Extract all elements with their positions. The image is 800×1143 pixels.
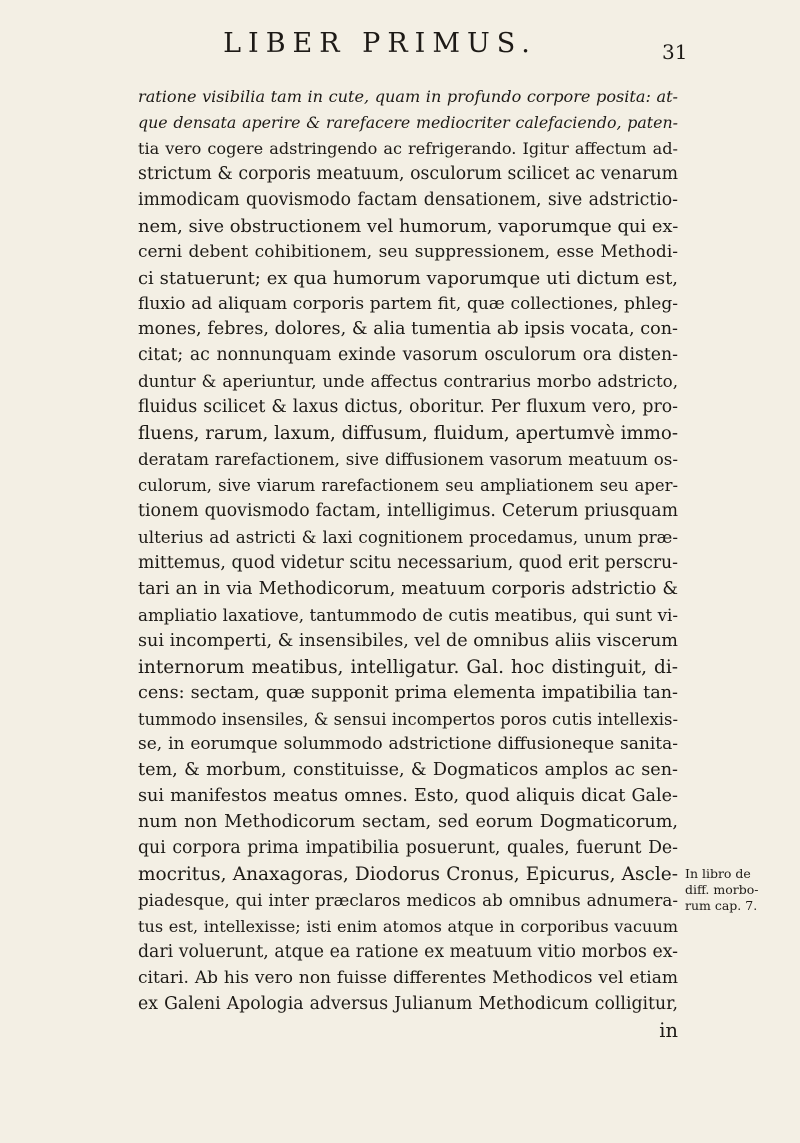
text-line: fluidus scilicet & laxus dictus, oboritur. Per fluxum vero, pro-	[138, 397, 678, 418]
text-line: mones, febres, dolores, & alia tumentia ab ipsis vocata, con-	[138, 319, 678, 340]
text-line: cerni debent cohibitionem, seu suppressionem, esse Methodi-	[138, 241, 678, 262]
marginal-note-line: In libro de	[685, 866, 751, 881]
text-line: ci statuerunt; ex qua humorum vaporumque uti dictum est,	[138, 267, 678, 289]
text-line: ex Galeni Apologia adversus Julianum Methodicum colligitur,	[138, 993, 678, 1014]
text-line: sui incomperti, & insensibiles, vel de omnibus aliis viscerum	[138, 630, 678, 651]
text-line: internorum meatibus, intelligatur. Gal. hoc distinguit, di-	[138, 656, 678, 678]
text-line: duntur & aperiuntur, unde affectus contrarius morbo adstricto,	[138, 371, 678, 392]
text-line: culorum, sive viarum rarefactionem seu ampliationem seu aper-	[138, 476, 678, 496]
text-line: mocritus, Anaxagoras, Diodorus Cronus, Epicurus, Ascle-	[138, 864, 678, 886]
text-line: ratione visibilia tam in cute, quam in profundo corpore posita: at-	[138, 87, 678, 106]
text-line: fluxio ad aliquam corporis partem fit, quæ collectiones, phleg-	[138, 293, 678, 314]
catchword: in	[659, 1018, 678, 1042]
text-line: fluens, rarum, laxum, diffusum, fluidum, apertumvè immo-	[138, 423, 678, 445]
running-title: LIBER PRIMUS.	[223, 28, 537, 59]
text-line: qui corpora prima impatibilia posuerunt, quales, fuerunt De-	[138, 838, 678, 859]
text-line: que densata aperire & rarefacere mediocriter calefaciendo, paten-	[138, 112, 678, 132]
text-line: se, in eorumque solummodo adstrictione diffusioneque sanita-	[138, 734, 678, 755]
text-line: ulterius ad astricti & laxi cognitionem procedamus, unum præ-	[138, 526, 678, 547]
text-line: deratam rarefactionem, sive diffusionem vasorum meatuum os-	[138, 449, 678, 470]
marginal-note-line: diff. morbo-	[685, 882, 759, 897]
text-line: strictum & corporis meatuum, osculorum scilicet ac venarum	[138, 163, 678, 184]
text-line: piadesque, qui inter præclaros medicos ab omnibus adnumera-	[138, 890, 678, 911]
text-line: dari voluerunt, atque ea ratione ex meatuum vitio morbos ex-	[138, 941, 678, 962]
text-line: tari an in via Methodicorum, meatuum corporis adstrictio &	[138, 578, 678, 599]
text-line: mittemus, quod videtur scitu necessarium, quod erit perscru-	[138, 552, 678, 573]
marginal-note	[685, 866, 795, 914]
text-line: tem, & morbum, constituisse, & Dogmaticos amplos ac sen-	[138, 760, 678, 781]
text-line: immodicam quovismodo factam densationem, sive adstrictio-	[138, 189, 678, 210]
page-number: 31	[662, 40, 688, 64]
text-line: tummodo insensiles, & sensui incompertos poros cutis intellexis-	[138, 709, 678, 729]
text-line: num non Methodicorum sectam, sed eorum Dogmaticorum,	[138, 812, 678, 833]
text-line: nem, sive obstructionem vel humorum, vaporumque qui ex-	[138, 215, 679, 237]
text-line: citari. Ab his vero non fuisse differentes Methodicos vel etiam	[138, 967, 678, 988]
text-line: citat; ac nonnunquam exinde vasorum osculorum ora disten-	[138, 345, 678, 366]
text-line: sui manifestos meatus omnes. Esto, quod aliquis dicat Gale-	[138, 786, 678, 807]
marginal-note-line: rum cap. 7.	[685, 898, 758, 913]
text-line: cens: sectam, quæ supponit prima elementa impatibilia tan-	[138, 682, 678, 703]
text-line: tia vero cogere adstringendo ac refrigerando. Igitur affectum ad-	[138, 138, 678, 158]
text-line: ampliatio laxatiove, tantummodo de cutis meatibus, qui sunt vi-	[138, 604, 678, 625]
text-line: tus est, intellexisse; isti enim atomos atque in corporibus vacuum	[138, 917, 678, 936]
body-text	[138, 84, 678, 1044]
text-line: tionem quovismodo factam, intelligimus. Ceterum priusquam	[138, 501, 678, 521]
